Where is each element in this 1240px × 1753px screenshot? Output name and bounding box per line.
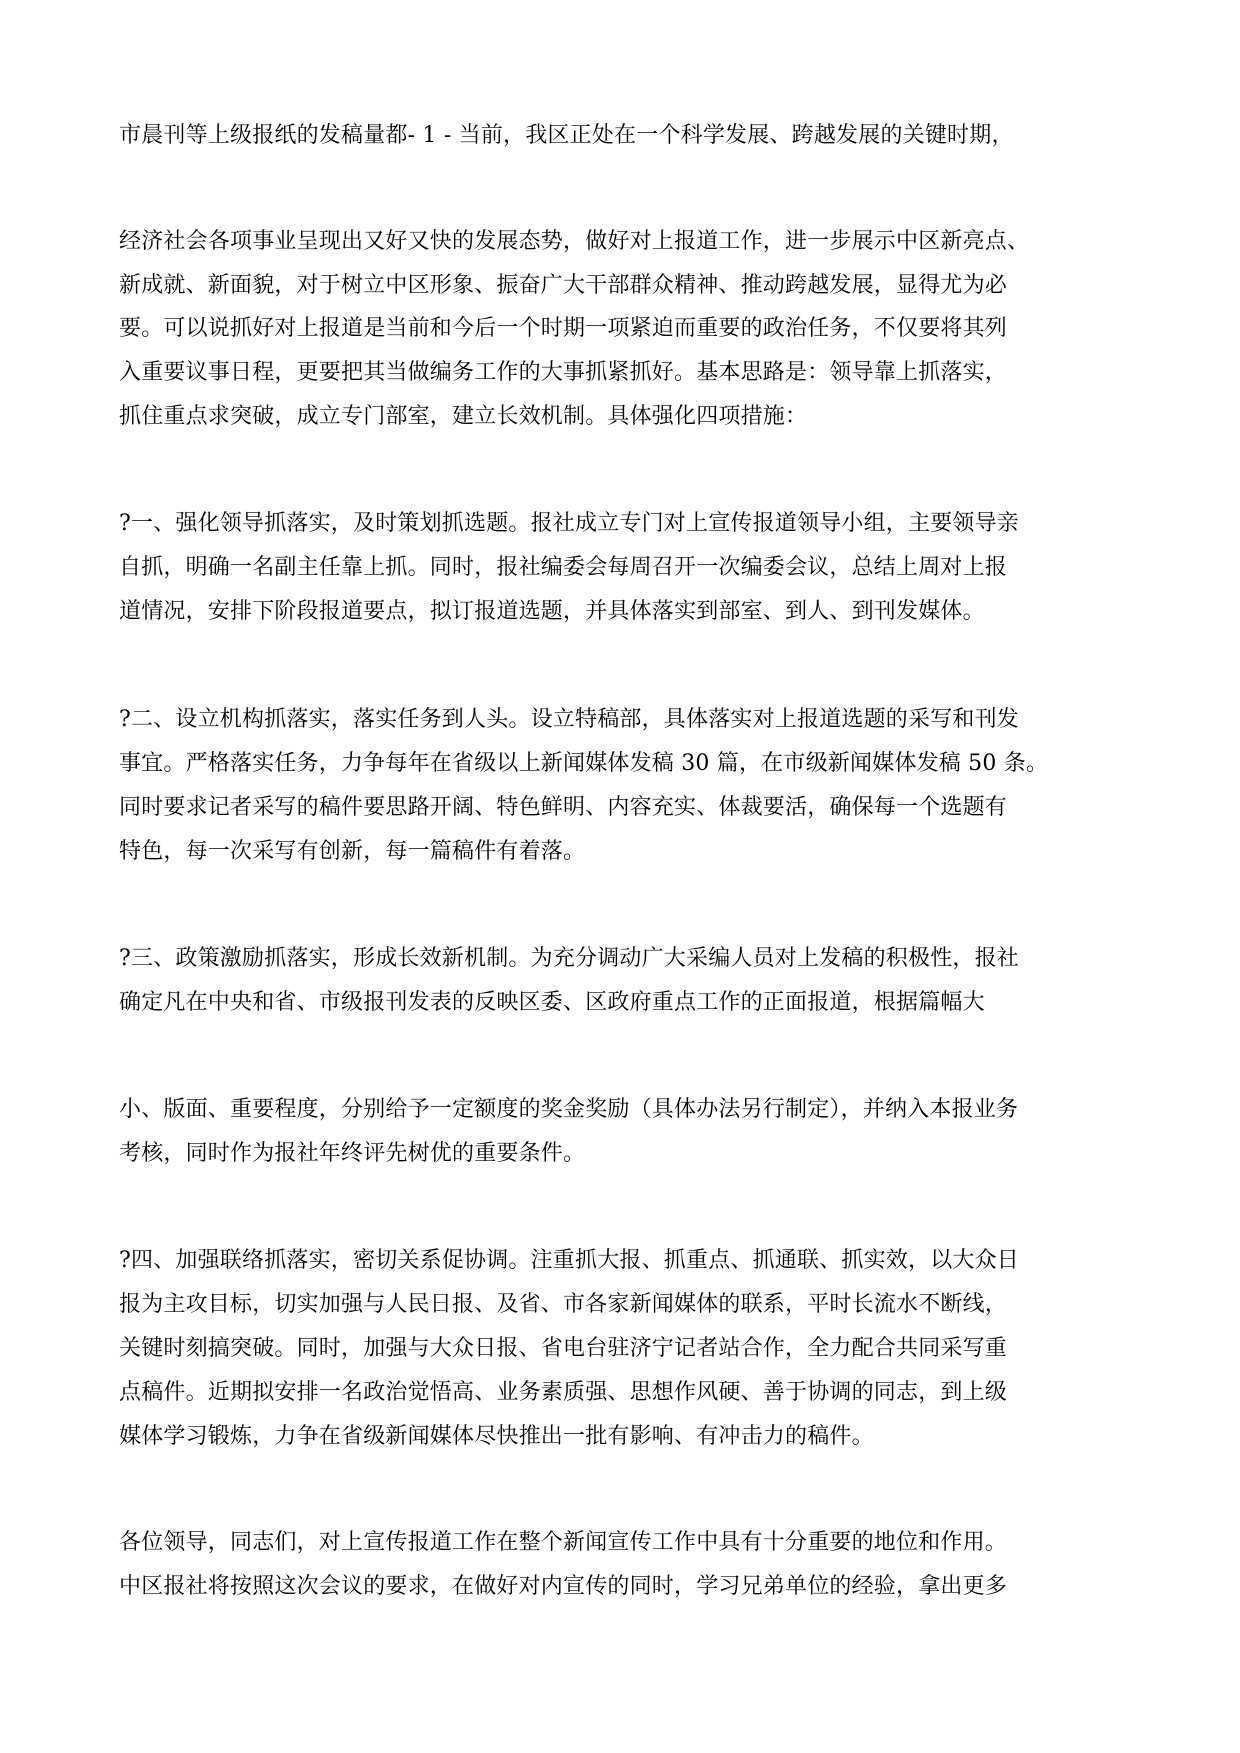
text-line: ?四、加强联络抓落实，密切关系促协调。注重抓大报、抓重点、抓通联、抓实效，以大众日 <box>119 1248 1019 1273</box>
text-line: 事宜。严格落实任务，力争每年在省级以上新闻媒体发稿 30 篇，在市级新闻媒体发稿 50 条。 <box>119 751 1049 776</box>
text-line: 考核，同时作为报社年终评先树优的重要条件。 <box>119 1141 586 1166</box>
text-line: 小、版面、重要程度，分别给予一定额度的奖金奖励（具体办法另行制定），并纳入本报业务 <box>119 1097 1019 1122</box>
text-line: 经济社会各项事业呈现出又好又快的发展态势，做好对上报道工作，进一步展示中区新亮点、 <box>119 229 1030 254</box>
text-line: 入重要议事日程，更要把其当做编务工作的大事抓紧抓好。基本思路是：领导靠上抓落实， <box>119 360 1008 385</box>
text-line: ?二、设立机构抓落实，落实任务到人头。设立特稿部，具体落实对上报道选题的采写和刊发 <box>119 707 1019 732</box>
text-line: 媒体学习锻炼，力争在省级新闻媒体尽快推出一批有影响、有冲击力的稿件。 <box>119 1424 874 1449</box>
text-line: 报为主攻目标，切实加强与人民日报、及省、市各家新闻媒体的联系，平时长流水不断线， <box>119 1292 1008 1317</box>
text-line: 新成就、新面貌，对于树立中区形象、振奋广大干部群众精神、推动跨越发展，显得尤为必 <box>119 273 1008 298</box>
text-line: ?三、政策激励抓落实，形成长效新机制。为充分调动广大采编人员对上发稿的积极性，报社 <box>119 946 1019 971</box>
text-line: 各位领导，同志们，对上宣传报道工作在整个新闻宣传工作中具有十分重要的地位和作用。 <box>119 1530 1008 1555</box>
text-line: ?一、强化领导抓落实，及时策划抓选题。报社成立专门对上宣传报道领导小组，主要领导亲 <box>119 511 1019 536</box>
text-line: 市晨刊等上级报纸的发稿量都- 1 - 当前，我区正处在一个科学发展、跨越发展的关键时期， <box>119 123 1014 148</box>
text-line: 同时要求记者采写的稿件要思路开阔、特色鲜明、内容充实、体裁要活，确保每一个选题有 <box>119 795 1008 820</box>
text-line: 点稿件。近期拟安排一名政治觉悟高、业务素质强、思想作风硬、善于协调的同志，到上级 <box>119 1380 1008 1405</box>
text-line: 特色，每一次采写有创新，每一篇稿件有着落。 <box>119 839 586 864</box>
text-line: 确定凡在中央和省、市级报刊发表的反映区委、区政府重点工作的正面报道，根据篇幅大 <box>119 990 985 1015</box>
text-line: 要。可以说抓好对上报道是当前和今后一个时期一项紧迫而重要的政治任务，不仅要将其列 <box>119 316 1008 341</box>
text-line: 自抓，明确一名副主任靠上抓。同时，报社编委会每周召开一次编委会议，总结上周对上报 <box>119 555 1008 580</box>
text-line: 道情况，安排下阶段报道要点，拟订报道选题，并具体落实到部室、到人、到刊发媒体。 <box>119 599 985 624</box>
text-line: 抓住重点求突破，成立专门部室，建立长效机制。具体强化四项措施： <box>119 404 808 429</box>
text-line: 中区报社将按照这次会议的要求，在做好对内宣传的同时，学习兄弟单位的经验，拿出更多 <box>119 1574 1008 1599</box>
text-line: 关键时刻搞突破。同时，加强与大众日报、省电台驻济宁记者站合作，全力配合共同采写重 <box>119 1336 1008 1361</box>
